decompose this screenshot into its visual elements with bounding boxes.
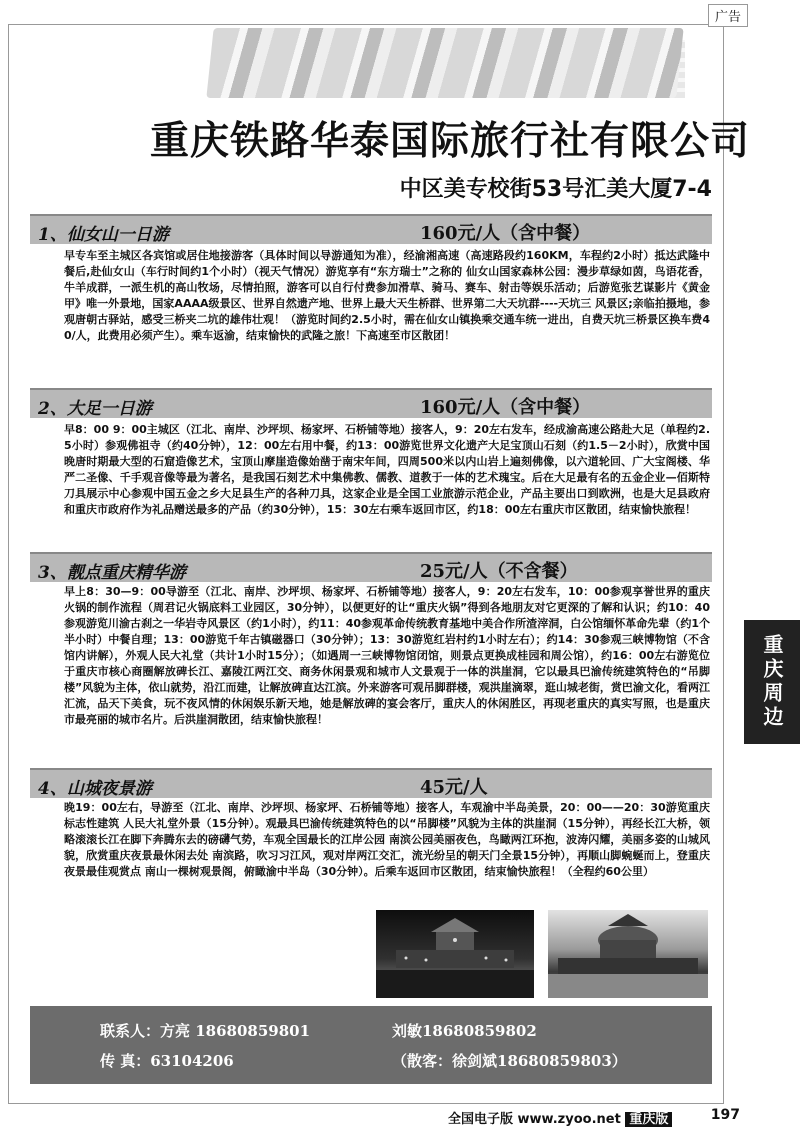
section-title: 4、山城夜景游 [38, 779, 152, 799]
night-scene-photo [376, 910, 534, 998]
section-header-night-tour [30, 768, 712, 798]
section-title: 3、靓点重庆精华游 [38, 563, 186, 583]
section-title: 2、大足一日游 [38, 399, 152, 419]
footer-url: 全国电子版 www.zyoo.net [448, 1112, 621, 1127]
page-number: 197 [710, 1107, 740, 1123]
section-body-dazu: 早8：00 9：00主城区（江北、南岸、沙坪坝、杨家坪、石桥铺等地）接客人，9：20左右发车，经成渝高速公路赴大足（单程约2.5小时）参观佛祖寺（约40分钟），12：00左右用中餐，约13：00游览世界文化遗产大足宝顶山石刻（约1.5－2小时），欣赏中国晚唐时期最大型的石窟造像艺术，宝顶山摩崖造像始凿于南宋年间，四周500米以内山岩上遍刻佛像，以六道轮回、广大宝阁楼、华严二圣像、千手观音像等最为著名，是我国石刻艺术中集佛教、儒教、道教于一体的艺术瑰宝。后在大足最有名的五金企业—佰斯特刀具展示中心参观中国五金之乡大足县生产的各种刀具，这家企业是全国工业旅游示范企业，产品主要出口到欧洲，也是大足县政府和重庆市政府作为礼品赠送最多的产品（约30分钟），15：30左右乘车返回市区，约18：00左右重庆市区散团，结束愉快旅程！ [64, 423, 710, 516]
section-price: 160元/人（含中餐） [420, 397, 591, 418]
contact-panel [30, 1006, 712, 1084]
company-name: 重庆铁路华泰国际旅行社有限公司 [150, 119, 751, 164]
retail-contact: （散客：徐剑斌18680859803） [392, 1052, 627, 1070]
footer-edition-tag: 重庆版 [625, 1112, 672, 1127]
section-body-chongqing-highlights: 早上8：30—9：00导游至（江北、南岸、沙坪坝、杨家坪、石桥铺等地）接客人，9：20左右发车，10：00参观享誉世界的重庆火锅的制作流程（周君记火锅底料工业园区，30分钟），以便更好的让“重庆火锅”得到各地朋友对它更深的了解和认识；约10：40参观游览川渝古刹之一华岩寺风景区（约1小时），约11：40参观革命传统教育基地中美合作所渣滓洞，白公馆缅怀革命先辈（约1个半小时）中餐自理；13：00游览千年古镇磁器口（30分钟）；13：30游览红岩村约1小时左右）；约14：30参观三峡博物馆（不含馆内讲解），外观人民大礼堂（共计1小时15分）；（如遇周一三峡博物馆闭馆，则景点更换成桂园和周公馆），约16：00左右游览位于重庆市核心商圈解放碑长江、嘉陵江两江交、商务休闲景观和城市人文景观于一体的洪崖洞，它以最具巴渝传统建筑特色的“吊脚楼”风貌为主体，依山就势，沿江而建，让解放碑直达江滨。外来游客可观吊脚群楼，观洪崖滴翠，逛山城老街，赏巴渝文化，看两江汇流，品天下美食，玩不夜风情的休闲娱乐新天地，她是解放碑的宴会客厅，重庆人的休闲胜区，再现老重庆的真实写照，也是重庆市最亮丽的城市名片。后洪崖洞散团，结束愉快旅程！ [64, 585, 710, 726]
contact-person: 联系人：方亮 18680859801 [100, 1022, 311, 1040]
section-price: 160元/人（含中餐） [420, 223, 591, 244]
ad-label: 广告 [708, 4, 748, 27]
company-address: 中区美专校街53号汇美大厦7-4 [399, 177, 712, 202]
night-scene-illustration [376, 910, 534, 998]
section-body-xiannvshan: 早专车至主城区各宾馆或居住地接游客（具体时间以导游通知为准），经渝湘高速（高速路段约160KM，车程约2小时）抵达武隆中餐后,赴仙女山（车行时间约1个小时）（视天气情况）游览享有“东方瑞士”之称的 仙女山国家森林公园：漫步草绿如茵，鸟语花香，牛羊成群，一派生机的高山牧场，尽情拍照，游客可以自行付费参加滑草、骑马、赛车、射击等娱乐活动；后游览张艺谋影片《黄金甲》唯一外景地，国家AAAA级景区、世界自然遗产地、世界上最大天生桥群、世界第二大天坑群----天坑三 风景区;亲临拍摄地，参观唐朝古驿站，感受三桥夹二坑的雄伟壮观！（游览时间约2.5小时，需在仙女山镇换乘交通车统一进出，自费天坑三桥景区换车费40/人，此费用必须产生）。乘车返渝，结束愉快的武隆之旅！下高速至市区散团！ [64, 249, 710, 342]
section-header-dazu [30, 388, 712, 418]
fax-number: 传 真：63104206 [100, 1052, 234, 1070]
section-body-night-tour: 晚19：00左右，导游至（江北、南岸、沙坪坝、杨家坪、石桥铺等地）接客人，车观渝中半岛美景，20：00——20：30游览重庆标志性建筑 人民大礼堂外景（15分钟）。观最具巴渝传统建筑特色的以“吊脚楼”风貌为主体的洪崖洞（15分钟），再经长江大桥，领略滚滚长江在脚下奔腾东去的磅礴气势，车观全国最长的江岸公园 南滨公园美丽夜色，鸟瞰两江环抱，波涛闪耀，美丽多姿的山城风貌，欣赏重庆夜景最休闲去处 南滨路，吹习习江风，观对岸两江交汇，流光纷呈的朝天门全景15分钟），再顺山脚蜿蜒而上，登重庆夜景最佳观赏点 南山一棵树观景阁，俯瞰渝中半岛（30分钟）。后乘车返回市区散团，结束愉快旅程！（全程约60公里） [64, 801, 710, 878]
banner-logo-graphic [206, 28, 683, 98]
region-tab-chongqing-surroundings: 重庆周边 [744, 620, 800, 744]
section-price: 45元/人 [420, 777, 488, 798]
section-header-chongqing-highlights [30, 552, 712, 582]
contact-person-2: 刘敏18680859802 [392, 1022, 537, 1040]
great-hall-illustration [548, 910, 708, 998]
section-title: 1、仙女山一日游 [38, 225, 169, 245]
section-price: 25元/人（不含餐） [420, 561, 578, 582]
footer-site [448, 1108, 672, 1127]
great-hall-photo [548, 910, 708, 998]
section-header-xiannvshan [30, 214, 712, 244]
